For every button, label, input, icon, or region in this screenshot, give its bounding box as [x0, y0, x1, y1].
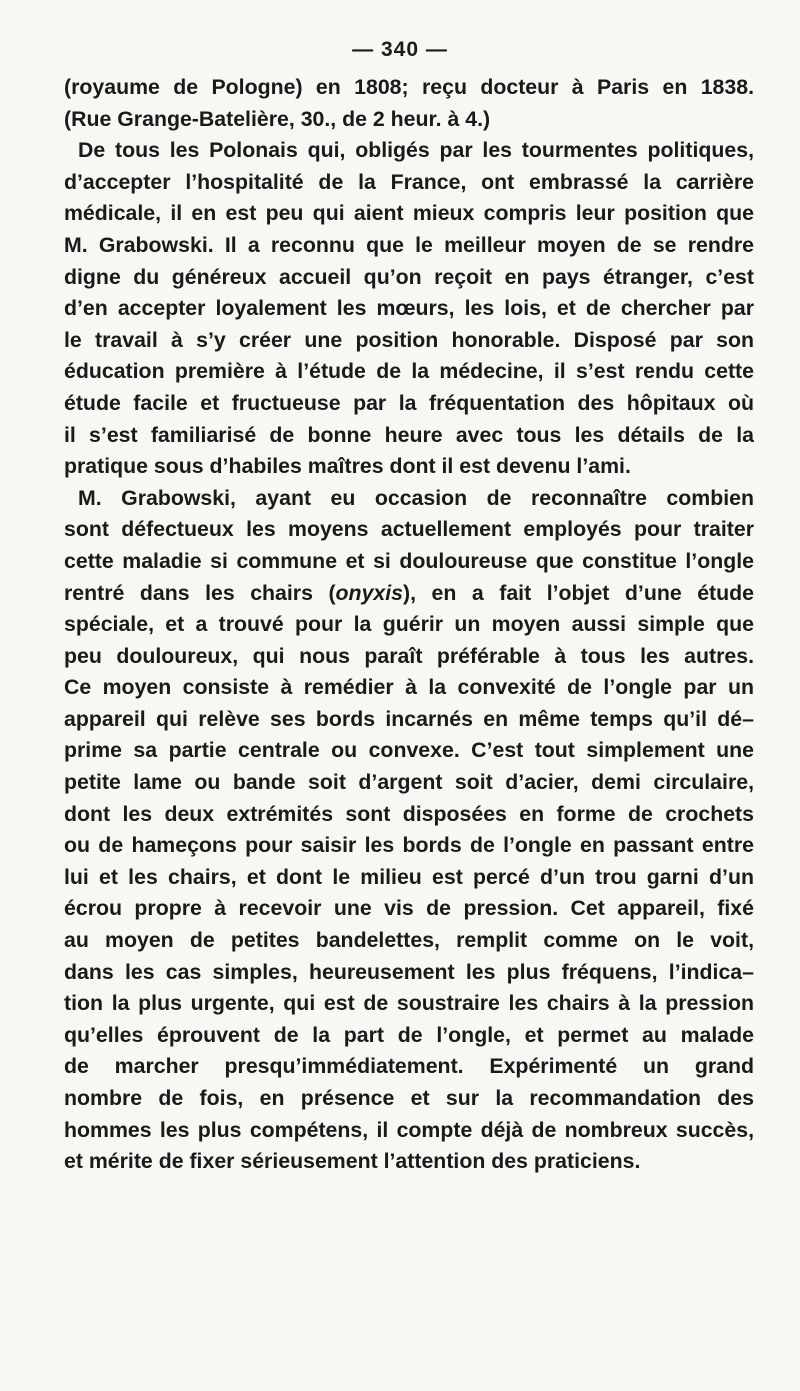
- text-run: Ce moyen consiste à remédier à la convexité de l’ongle par un: [64, 675, 754, 700]
- text-line: [64, 672, 754, 704]
- text-line: [64, 1115, 754, 1147]
- text-run: de marcher presqu’immédiatement. Expérimenté un grand: [64, 1054, 754, 1079]
- text-run: étude facile et fructueuse par la fréquentation des hôpitaux où: [64, 390, 754, 415]
- text-line: [64, 135, 754, 167]
- text-line: [64, 483, 754, 515]
- text-run: De tous les Polonais qui, obligés par les tourmentes politiques,: [78, 138, 754, 163]
- text-run: dont les deux extrémités sont disposées en forme de crochets: [64, 801, 754, 826]
- text-run: prime sa partie centrale ou convexe. C’est tout simplement une: [64, 738, 754, 763]
- text-line: [64, 578, 754, 610]
- text-run: M. Grabowski. Il a reconnu que le meilleur moyen de se rendre: [64, 232, 754, 257]
- text-line: [64, 230, 754, 262]
- text-run: (Rue Grange-Batelière, 30., de 2 heur. à 4.): [64, 106, 491, 131]
- text-line: [64, 1146, 754, 1178]
- text-line: [64, 988, 754, 1020]
- text-line: [64, 546, 754, 578]
- text-line: [64, 325, 754, 357]
- text-line: [64, 104, 754, 136]
- text-run: appareil qui relève ses bords incarnés en même temps qu’il dé–: [64, 706, 754, 731]
- text-line: [64, 356, 754, 388]
- text-run: et mérite de fixer sérieusement l’attention des praticiens.: [64, 1149, 641, 1174]
- text-line: [64, 388, 754, 420]
- text-line: [64, 893, 754, 925]
- text-run: digne du généreux accueil qu’on reçoit en pays étranger, c’est: [64, 264, 754, 289]
- text-run: lui et les chairs, et dont le milieu est percé d’un trou garni d’un: [64, 864, 754, 889]
- text-line: [64, 609, 754, 641]
- text-line: [64, 72, 754, 104]
- text-run: écrou propre à recevoir une vis de pression. Cet appareil, fixé: [64, 896, 754, 921]
- text-run: petite lame ou bande soit d’argent soit d’acier, demi circulaire,: [64, 770, 754, 795]
- text-run: éducation première à l’étude de la médecine, il s’est rendu cette: [64, 359, 754, 384]
- text-run: nombre de fois, en présence et sur la recommandation des: [64, 1086, 754, 1110]
- text-run: peu douloureux, qui nous paraît préférable à tous les autres.: [64, 643, 754, 668]
- text-line: [64, 514, 754, 546]
- text-line: [64, 862, 754, 894]
- text-line: [64, 1020, 754, 1052]
- text-run: rentré dans les chairs (: [64, 580, 336, 605]
- text-line: [64, 451, 754, 483]
- text-run: qu’elles éprouvent de la part de l’ongle, et permet au malade: [64, 1022, 754, 1047]
- body-text: [64, 72, 754, 1178]
- text-run: au moyen de petites bandelettes, remplit comme on le voit,: [64, 928, 754, 953]
- text-run: cette maladie si commune et si douloureuse que constitue l’ongle: [64, 548, 754, 573]
- text-run: ou de hameçons pour saisir les bords de l’ongle en passant entre: [64, 833, 754, 858]
- text-run: médicale, il en est peu qui aient mieux compris leur position que: [64, 201, 754, 226]
- text-run: le travail à s’y créer une position honorable. Disposé par son: [64, 327, 754, 352]
- text-run: d’accepter l’hospitalité de la France, ont embrassé la carrière: [64, 169, 754, 194]
- text-line: [64, 957, 754, 989]
- text-line: [64, 1051, 754, 1083]
- text-line: [64, 735, 754, 767]
- text-line: [64, 925, 754, 957]
- text-line: [64, 420, 754, 452]
- page-number: — 340 —: [352, 38, 448, 61]
- text-run: sont défectueux les moyens actuellement employés pour traiter: [64, 517, 754, 542]
- text-run: tion la plus urgente, qui est de soustraire les chairs à la pression: [64, 991, 754, 1016]
- text-run: il s’est familiarisé de bonne heure avec tous les détails de la: [64, 422, 754, 447]
- text-run: pratique sous d’habiles maîtres dont il est devenu l’ami.: [64, 454, 631, 479]
- text-line: [64, 641, 754, 673]
- text-line: [64, 167, 754, 199]
- text-line: [64, 799, 754, 831]
- text-line: [64, 262, 754, 294]
- text-line: [64, 293, 754, 325]
- text-line: [64, 830, 754, 862]
- text-run: M. Grabowski, ayant eu occasion de reconnaître combien: [78, 485, 754, 510]
- italic-term: onyxis: [335, 580, 404, 605]
- text-run: ), en a fait l’objet d’une étude: [403, 580, 754, 605]
- text-run: (royaume de Pologne) en 1808; reçu docteur à Paris en 1838.: [64, 75, 754, 99]
- text-line: [64, 704, 754, 736]
- text-run: dans les cas simples, heureusement les plus fréquens, l’indica–: [64, 959, 754, 984]
- text-run: hommes les plus compétens, il compte déjà de nombreux succès,: [64, 1117, 754, 1142]
- text-run: spéciale, et a trouvé pour la guérir un moyen aussi simple que: [64, 612, 754, 637]
- text-line: [64, 198, 754, 230]
- text-line: [64, 767, 754, 799]
- text-run: d’en accepter loyalement les mœurs, les lois, et de chercher par: [64, 296, 754, 321]
- text-line: [64, 1083, 754, 1115]
